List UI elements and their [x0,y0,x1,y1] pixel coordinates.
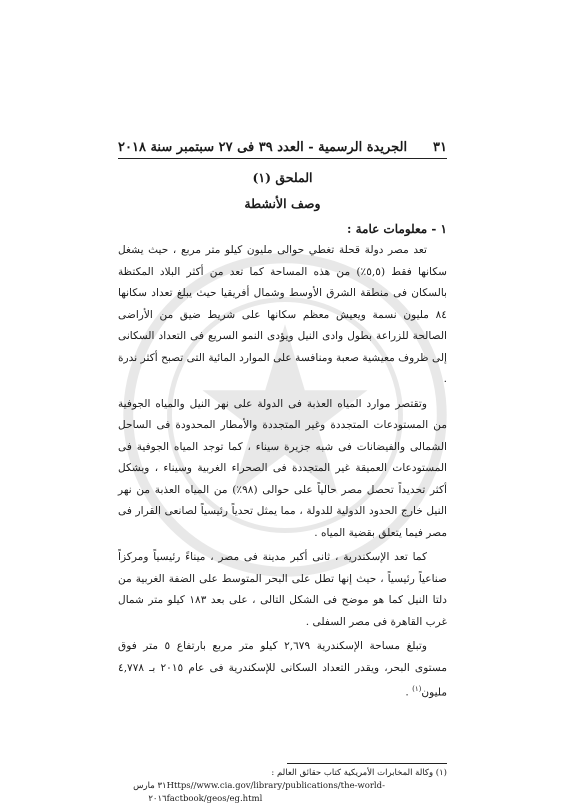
annex-title: الملحق (١) [252,170,313,185]
paragraph-text: وتبلغ مساحة الإسكندرية ٢,٦٧٩ كيلو متر مربع بارتفاع ٥ متر فوق مستوى البحر، ويقدر التعداد السكانى للإسكندرية فى عام ٢٠١٥ بـ ٤,٧٧٨ مليون [118,640,447,699]
section-subtitle: وصف الأنشطة [244,196,321,211]
section-heading: ١ - معلومات عامة : [346,222,447,236]
paragraph-last [118,636,447,704]
gazette-title: الجريدة الرسمية - العدد ٣٩ فى ٢٧ سبتمبر سنة ٢٠١٨ [118,140,408,155]
footnote-divider [287,763,447,764]
footnote-url: Https//www.cia.gov/library/publications/the-world-factbook/geos/eg.html [166,781,385,804]
page-header [118,131,447,155]
header-divider [118,158,447,159]
page-number: ٣١ [433,140,447,155]
sentence-end: . [405,686,413,699]
footnote-date: ٣١ مارس ٢٠١٦ [133,781,167,804]
paragraph: كما تعد الإسكندرية ، ثانى أكبر مدينة فى مصر ، ميناءً رئيسياً ومركزاً صناعياً رئيسياً ، حيث إنها تطل على البحر المتوسط على الضفة الغربية من دلتا النيل كما هو موضح فى الشكل التالى ، على بعد ١٨٣ كيلو متر شمال غرب القاهرة فى مصر السفلى . [118,551,447,628]
footnote [118,767,447,806]
paragraph: وتقتصر موارد المياه العذبة فى الدولة على نهر النيل والمياه الجوفية من المستودعات المتجددة وغير المتجددة والأمطار المحدودة فى الساحل الشمالى والفيضانات فى شبه جزيرة سيناء ، كما توجد المياه الجوفية فى المستودعات العميقة غير المتجددة فى الصحراء الغربية وسيناء ، وبشكل أكثر تحديداً تحصل مصر حالياً على حوالى (٩٨٪) من المياه العذبة من نهر النيل خارج الحدود الدولية للدولة ، مما يمثل تحدياً رئيسياً لصانعى القرار فى مصر فيما يتعلق بقضية المياه . [118,397,447,539]
paragraph: تعد مصر دولة قحلة تغطي حوالى مليون كيلو متر مربع ، حيث يشغل سكانها فقط (٥,٥٪) من هذه المساحة كما تعد من أكثر البلاد المكتظة بالسكان فى منطقة الشرق الأوسط وشمال أفريقيا حيث يبلغ تعداد سكانها ٨٤ مليون نسمة ويعيش معظم سكانها على شريط ضيق من الأراضى الصالحة للزراعة بطول وادى النيل ويؤدى النمو السريع فى التعداد السكانى إلى ظروف معيشية صعبة ومنافسة على الموارد المائية التى تصبح أكثر ندرة . [118,244,447,385]
footnote-source-line [118,780,447,806]
footnote-reference: (١) [412,685,422,693]
body-text [118,240,447,707]
footnote-line: (١) وكالة المخابرات الأمريكية كتاب حقائق العالم : [271,768,447,778]
